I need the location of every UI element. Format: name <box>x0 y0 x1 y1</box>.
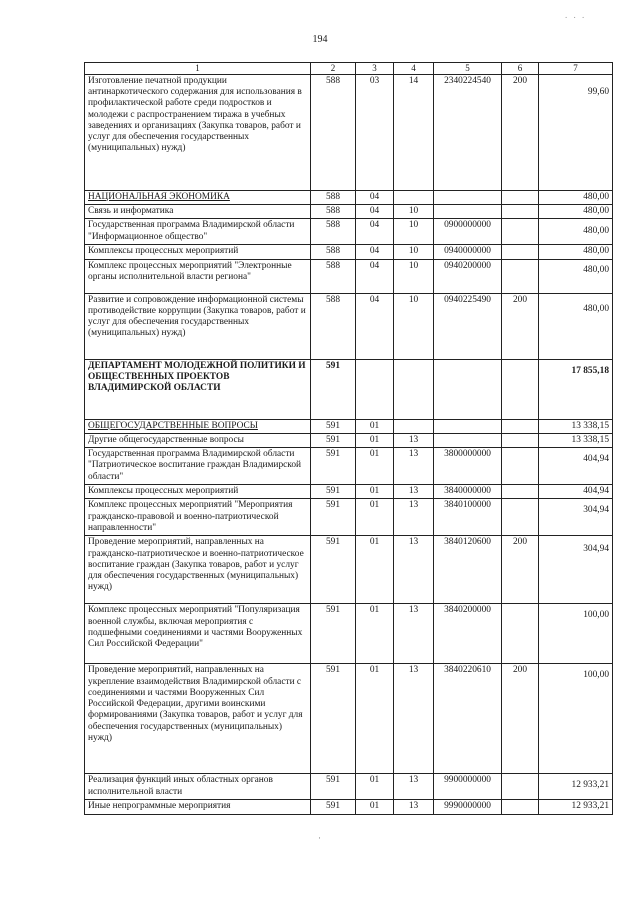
csr-cell <box>434 419 502 433</box>
vr-cell <box>502 485 539 499</box>
row-name: Другие общегосударственные вопросы <box>85 433 311 447</box>
csr-cell: 0940225490 <box>434 293 502 359</box>
header-cell: 6 <box>502 63 539 75</box>
pr-cell: 13 <box>394 433 434 447</box>
ved-cell: 591 <box>311 433 356 447</box>
row-name: Связь и информатика <box>85 205 311 219</box>
sum-cell: 304,94 <box>539 536 613 604</box>
sum-cell: 13 338,15 <box>539 419 613 433</box>
sum-cell: 13 338,15 <box>539 433 613 447</box>
ved-cell: 591 <box>311 536 356 604</box>
header-cell: 3 <box>356 63 394 75</box>
csr-cell: 3800000000 <box>434 448 502 485</box>
rz-cell: 04 <box>356 190 394 204</box>
sum-cell: 404,94 <box>539 485 613 499</box>
corner-mark: . . . <box>565 10 587 20</box>
row-name: Иные непрограммные мероприятия <box>85 800 311 814</box>
row-name: Комплексы процессных мероприятий <box>85 245 311 259</box>
row-name: Развитие и сопровождение информационной системы противодействие коррупции (Закупка товаров, работ и услуг для обеспечения государственных (муниципальных) нужд) <box>85 293 311 359</box>
csr-cell: 3840000000 <box>434 485 502 499</box>
sum-cell: 12 933,21 <box>539 774 613 800</box>
pr-cell: 13 <box>394 664 434 774</box>
vr-cell <box>502 205 539 219</box>
rz-cell: 01 <box>356 800 394 814</box>
table-row <box>85 245 613 259</box>
row-name: Комплекс процессных мероприятий "Популяризация военной службы, включая мероприятия с подшефными соединениями и частями Вооруженных Сил Российской Федерации" <box>85 604 311 664</box>
header-cell: 7 <box>539 63 613 75</box>
row-name: НАЦИОНАЛЬНАЯ ЭКОНОМИКА <box>85 190 311 204</box>
rz-cell: 01 <box>356 448 394 485</box>
pr-cell: 13 <box>394 499 434 536</box>
csr-cell: 0900000000 <box>434 219 502 245</box>
vr-cell: 200 <box>502 293 539 359</box>
budget-table <box>84 62 613 815</box>
scan-speck: · <box>318 833 321 843</box>
header-cell: 5 <box>434 63 502 75</box>
table-row <box>85 259 613 293</box>
ved-cell: 591 <box>311 448 356 485</box>
pr-cell <box>394 419 434 433</box>
table-row <box>85 499 613 536</box>
csr-cell <box>434 359 502 419</box>
vr-cell <box>502 359 539 419</box>
rz-cell: 01 <box>356 774 394 800</box>
table-header-row <box>85 63 613 75</box>
csr-cell: 3840220610 <box>434 664 502 774</box>
table-row <box>85 433 613 447</box>
pr-cell: 10 <box>394 245 434 259</box>
ved-cell: 588 <box>311 219 356 245</box>
vr-cell <box>502 259 539 293</box>
table-row <box>85 664 613 774</box>
rz-cell: 01 <box>356 499 394 536</box>
vr-cell: 200 <box>502 74 539 190</box>
vr-cell <box>502 433 539 447</box>
pr-cell: 13 <box>394 800 434 814</box>
csr-cell: 0940200000 <box>434 259 502 293</box>
table-row <box>85 74 613 190</box>
ved-cell: 591 <box>311 800 356 814</box>
table-row <box>85 604 613 664</box>
pr-cell: 13 <box>394 774 434 800</box>
ved-cell: 588 <box>311 74 356 190</box>
csr-cell: 2340224540 <box>434 74 502 190</box>
ved-cell: 591 <box>311 664 356 774</box>
csr-cell: 9900000000 <box>434 774 502 800</box>
rz-cell: 03 <box>356 74 394 190</box>
ved-cell: 588 <box>311 245 356 259</box>
row-name: ДЕПАРТАМЕНТ МОЛОДЕЖНОЙ ПОЛИТИКИ И ОБЩЕСТВЕННЫХ ПРОЕКТОВ ВЛАДИМИРСКОЙ ОБЛАСТИ <box>85 359 311 419</box>
pr-cell: 10 <box>394 293 434 359</box>
sum-cell: 12 933,21 <box>539 800 613 814</box>
vr-cell <box>502 499 539 536</box>
table-row <box>85 536 613 604</box>
rz-cell: 04 <box>356 219 394 245</box>
header-cell: 4 <box>394 63 434 75</box>
ved-cell: 591 <box>311 499 356 536</box>
pr-cell <box>394 359 434 419</box>
pr-cell: 13 <box>394 448 434 485</box>
rz-cell: 04 <box>356 205 394 219</box>
row-name: Комплекс процессных мероприятий "Мероприятия гражданско-правовой и военно-патриотической направленности" <box>85 499 311 536</box>
sum-cell: 480,00 <box>539 205 613 219</box>
sum-cell: 100,00 <box>539 604 613 664</box>
table-row <box>85 485 613 499</box>
vr-cell <box>502 800 539 814</box>
pr-cell: 13 <box>394 485 434 499</box>
pr-cell: 10 <box>394 219 434 245</box>
vr-cell: 200 <box>502 664 539 774</box>
pr-cell: 13 <box>394 536 434 604</box>
csr-cell: 3840200000 <box>434 604 502 664</box>
row-name: Изготовление печатной продукции антинаркотического содержания для использования в профилактической работе среди подростков и молодежи с распространением тиража в учебных заведениях и организациях (Закупка товаров, работ и услуг для обеспечения государственных (муниципальных) нужд) <box>85 74 311 190</box>
ved-cell: 588 <box>311 259 356 293</box>
sum-cell: 480,00 <box>539 219 613 245</box>
vr-cell: 200 <box>502 536 539 604</box>
sum-cell: 304,94 <box>539 499 613 536</box>
ved-cell: 591 <box>311 774 356 800</box>
pr-cell: 13 <box>394 604 434 664</box>
vr-cell <box>502 219 539 245</box>
sum-cell: 480,00 <box>539 293 613 359</box>
table-row <box>85 219 613 245</box>
ved-cell: 591 <box>311 359 356 419</box>
table-row <box>85 205 613 219</box>
rz-cell <box>356 359 394 419</box>
page-number: 194 <box>312 34 328 45</box>
sum-cell: 480,00 <box>539 245 613 259</box>
row-name: Комплекс процессных мероприятий "Электронные органы исполнительной власти региона" <box>85 259 311 293</box>
row-name: Комплексы процессных мероприятий <box>85 485 311 499</box>
csr-cell: 0940000000 <box>434 245 502 259</box>
table-row <box>85 190 613 204</box>
ved-cell: 591 <box>311 485 356 499</box>
csr-cell <box>434 190 502 204</box>
table-row <box>85 419 613 433</box>
table-row <box>85 293 613 359</box>
rz-cell: 04 <box>356 293 394 359</box>
vr-cell <box>502 419 539 433</box>
sum-cell: 480,00 <box>539 259 613 293</box>
pr-cell: 10 <box>394 259 434 293</box>
row-name: Государственная программа Владимирской области "Информационное общество" <box>85 219 311 245</box>
vr-cell <box>502 448 539 485</box>
rz-cell: 01 <box>356 433 394 447</box>
header-cell: 1 <box>85 63 311 75</box>
csr-cell: 3840100000 <box>434 499 502 536</box>
row-name: Реализация функций иных областных органов исполнительной власти <box>85 774 311 800</box>
ved-cell: 591 <box>311 419 356 433</box>
rz-cell: 01 <box>356 536 394 604</box>
pr-cell: 10 <box>394 205 434 219</box>
rz-cell: 01 <box>356 664 394 774</box>
table-row <box>85 774 613 800</box>
vr-cell <box>502 190 539 204</box>
rz-cell: 01 <box>356 419 394 433</box>
ved-cell: 588 <box>311 190 356 204</box>
pr-cell: 14 <box>394 74 434 190</box>
row-name: ОБЩЕГОСУДАРСТВЕННЫЕ ВОПРОСЫ <box>85 419 311 433</box>
vr-cell <box>502 604 539 664</box>
sum-cell: 100,00 <box>539 664 613 774</box>
row-name: Проведение мероприятий, направленных на укрепление взаимодействия Владимирской области с соединениями и частями Вооруженных Сил Российской Федерации, другими воинскими формированиями (Закупка товаров, работ и услуг для обеспечения государственных (муниципальных) нужд) <box>85 664 311 774</box>
header-cell: 2 <box>311 63 356 75</box>
sum-cell: 99,60 <box>539 74 613 190</box>
sum-cell: 404,94 <box>539 448 613 485</box>
rz-cell: 04 <box>356 245 394 259</box>
ved-cell: 588 <box>311 293 356 359</box>
row-name: Проведение мероприятий, направленных на гражданско-патриотическое и военно-патриотическое воспитание граждан (Закупка товаров, работ и услуг для обеспечения государственных (муниципальных) нужд) <box>85 536 311 604</box>
sum-cell: 17 855,18 <box>539 359 613 419</box>
ved-cell: 588 <box>311 205 356 219</box>
table-row <box>85 800 613 814</box>
vr-cell <box>502 245 539 259</box>
table-row <box>85 448 613 485</box>
ved-cell: 591 <box>311 604 356 664</box>
table-row <box>85 359 613 419</box>
pr-cell <box>394 190 434 204</box>
csr-cell <box>434 205 502 219</box>
rz-cell: 04 <box>356 259 394 293</box>
row-name: Государственная программа Владимирской области "Патриотическое воспитание граждан Владимирской области" <box>85 448 311 485</box>
csr-cell <box>434 433 502 447</box>
csr-cell: 9990000000 <box>434 800 502 814</box>
sum-cell: 480,00 <box>539 190 613 204</box>
vr-cell <box>502 774 539 800</box>
rz-cell: 01 <box>356 604 394 664</box>
csr-cell: 3840120600 <box>434 536 502 604</box>
rz-cell: 01 <box>356 485 394 499</box>
